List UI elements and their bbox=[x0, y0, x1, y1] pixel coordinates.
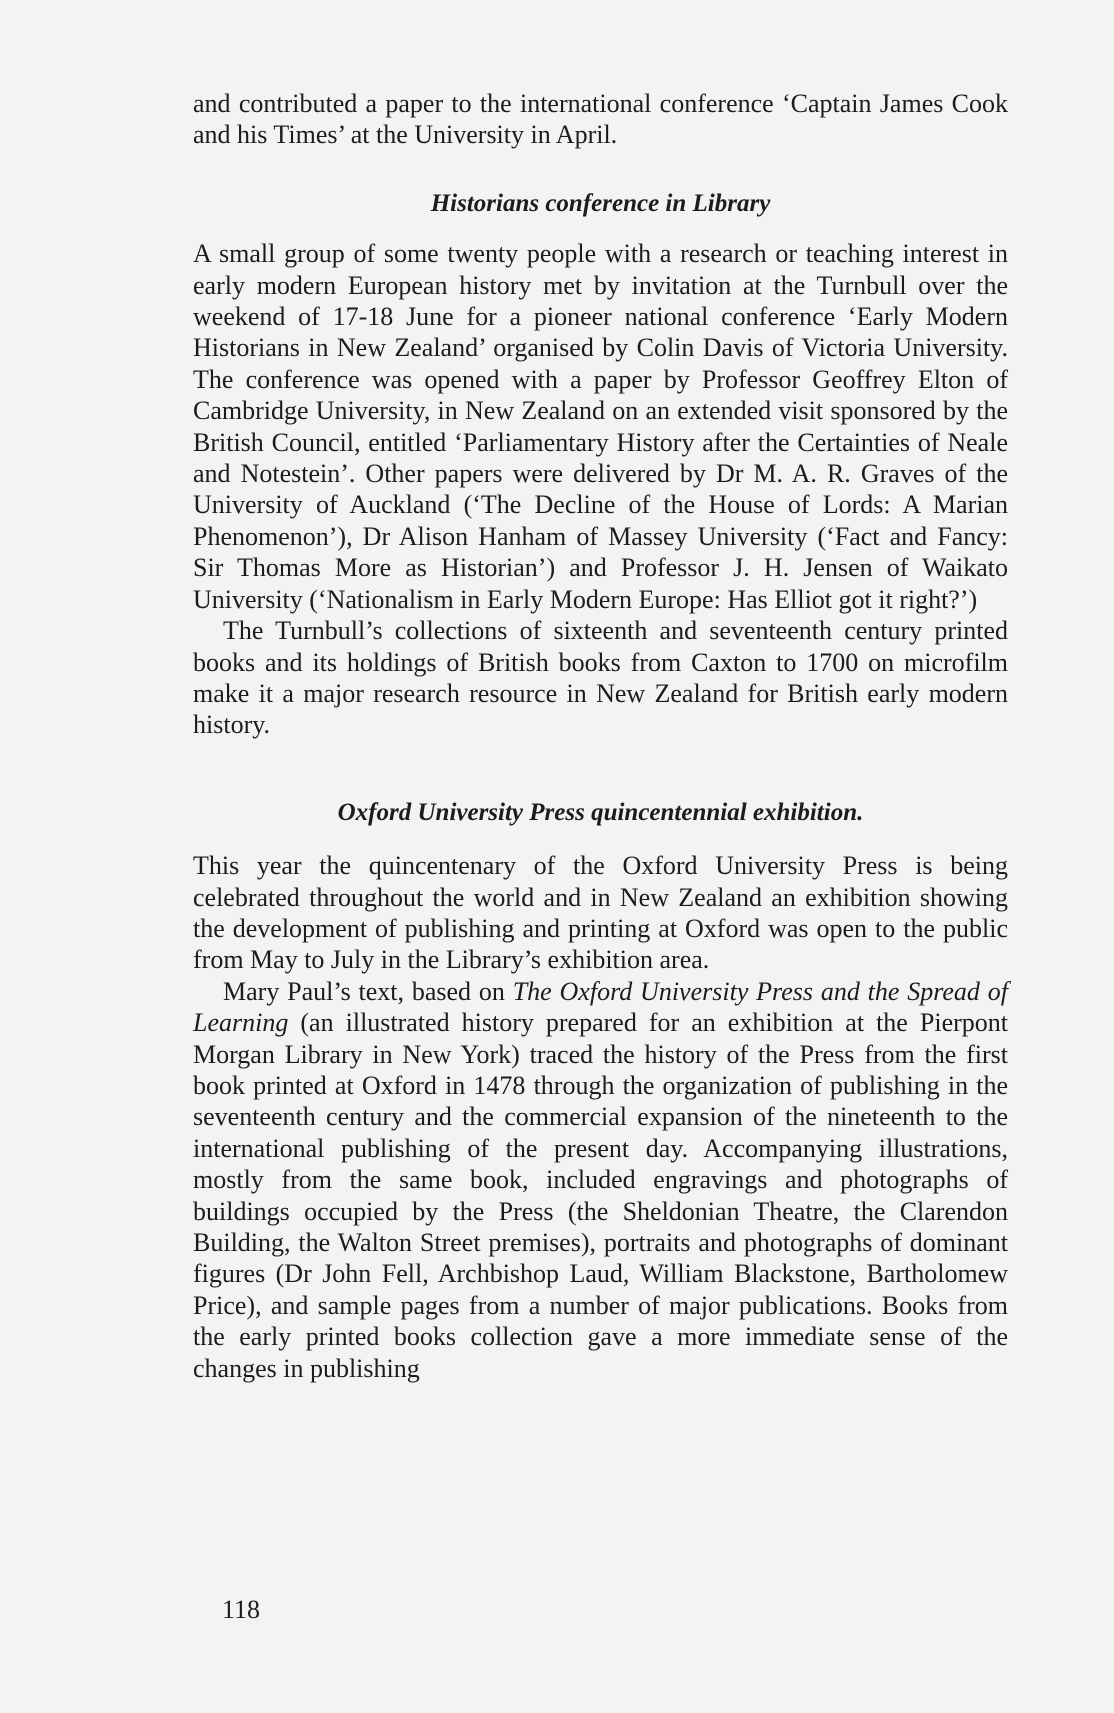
historians-conference-paragraph: A small group of some twenty people with a research or teaching interest in early modern European history met by invitation at the Turnbull over the weekend of 17-18 June for a pioneer national conference ‘Early Modern Historians in New Zealand’ organised by Colin Davis of Victoria University. The conference was opened with a paper by Professor Geoffrey Elton of Cambridge University, in New Zealand on an extended visit sponsored by the British Council, entitled ‘Parliamentary History after the Certainties of Neale and Notestein’. Other papers were delivered by Dr M. A. R. Graves of the University of Auckland (‘The Decline of the House of Lords: A Marian Phenomenon’), Dr Alison Hanham of Massey University (‘Fact and Fancy: Sir Thomas More as Historian’) and Professor J. H. Jensen of Waikato University (‘Nationalism in Early Modern Europe: Has Elliot got it right?’) bbox=[193, 239, 1008, 614]
quincentenary-paragraph: This year the quincentenary of the Oxford University Press is being celebrated throughout the world and in New Zealand an exhibition showing the development of publishing and printing at Oxford was open to the public from May to July in the Library’s exhibition area. bbox=[193, 851, 1008, 975]
section-heading-oxford-exhibition: Oxford University Press quincentennial exhibition. bbox=[337, 798, 864, 826]
section-heading-historians-conference: Historians conference in Library bbox=[430, 189, 771, 217]
intro-paragraph: and contributed a paper to the international conference ‘Captain James Cook and his Times’ at the University in April. bbox=[193, 89, 1008, 150]
paragraph-text-before-title: Mary Paul’s text, based on bbox=[223, 976, 513, 1006]
mary-paul-paragraph bbox=[193, 976, 1008, 1384]
turnbull-collections-paragraph: The Turnbull’s collections of sixteenth and seventeenth century printed books and its holdings of British books from Caxton to 1700 on microfilm make it a major research resource in New Zealand for British early modern history. bbox=[193, 616, 1008, 740]
book-title: The Oxford University Press and the Spread of Learning bbox=[193, 976, 1008, 1038]
page-number: 118 bbox=[222, 1595, 261, 1624]
paragraph-text-after-title: (an illustrated history prepared for an exhibition at the Pierpont Morgan Library in New York) traced the history of the Press from the first book printed at Oxford in 1478 through the organization of publishing in the seventeenth century and the commercial expansion of the nineteenth to the international publishing of the present day. Accompanying illustrations, mostly from the same book, included engravings and photographs of buildings occupied by the Press (the Sheldonian Theatre, the Clarendon Building, the Walton Street premises), portraits and photographs of dominant figures (Dr John Fell, Archbishop Laud, William Blackstone, Bartholomew Price), and sample pages from a number of major publications. Books from the early printed books collection gave a more immediate sense of the changes in publishing bbox=[193, 1008, 1008, 1383]
page-body bbox=[193, 88, 1008, 1384]
